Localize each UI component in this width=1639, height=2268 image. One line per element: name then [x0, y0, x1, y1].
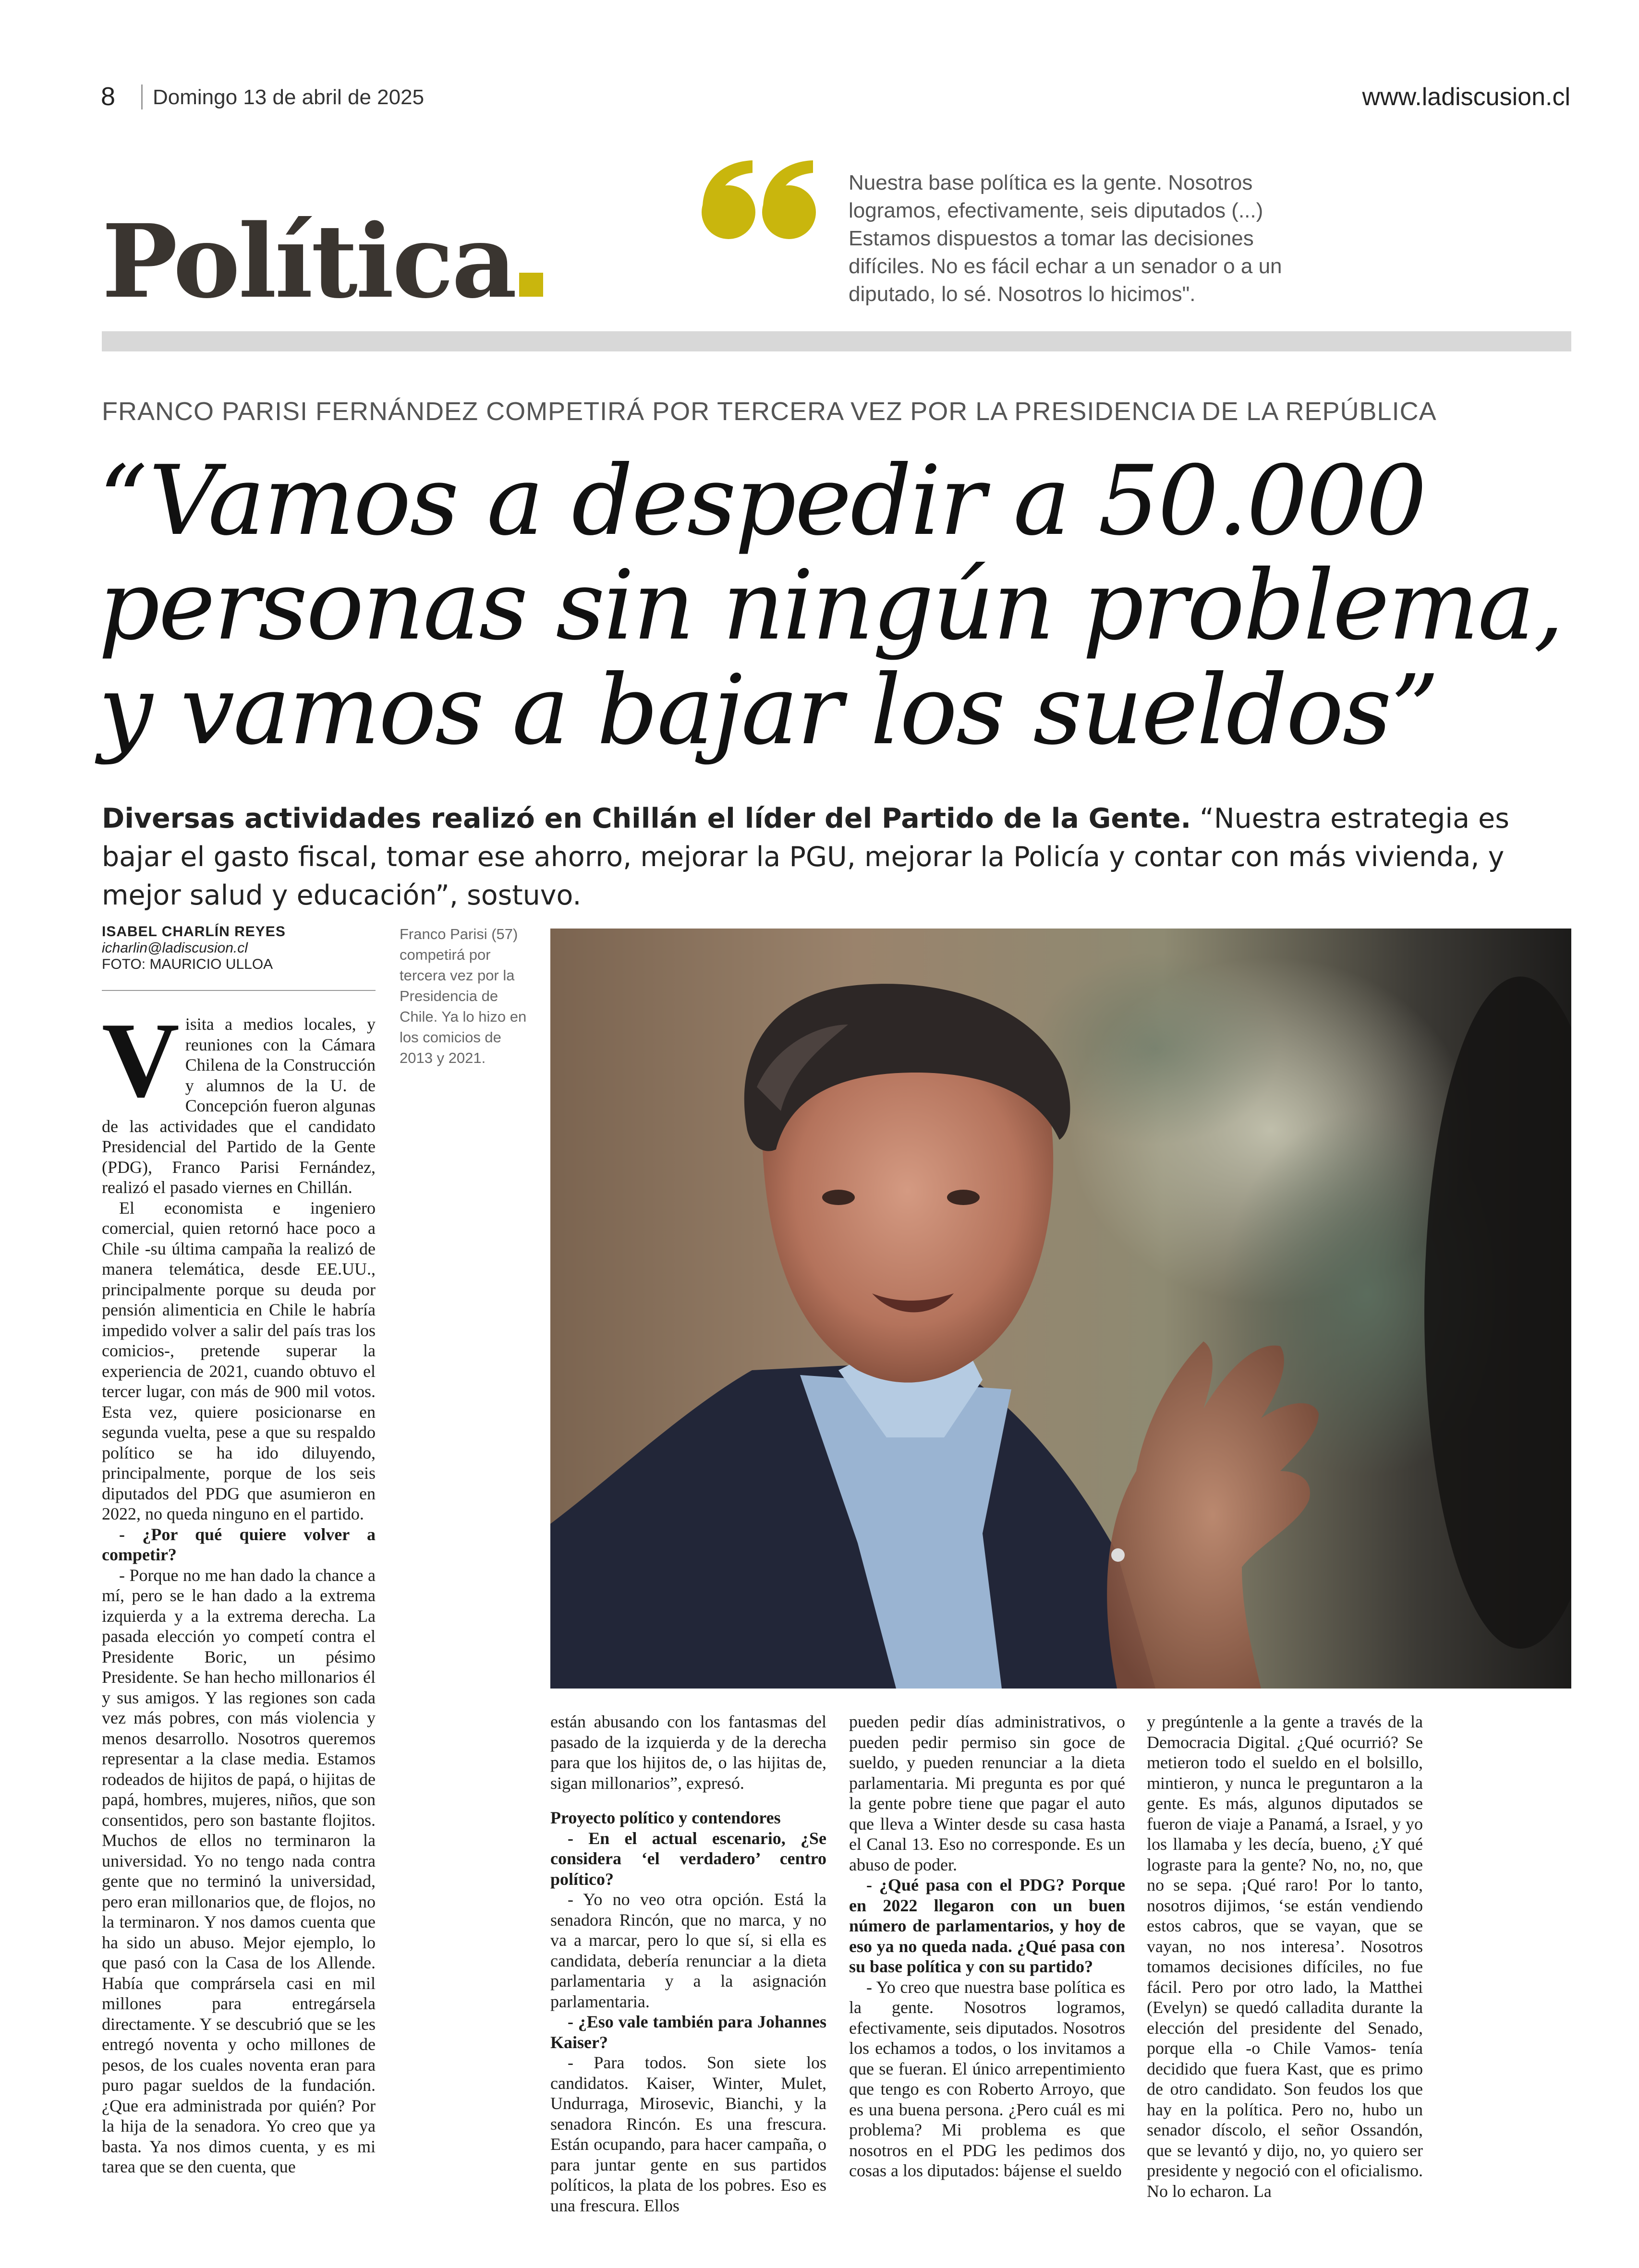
article-kicker: FRANCO PARISI FERNÁNDEZ COMPETIRÁ POR TERCERA VEZ POR LA PRESIDENCIA DE LA REPÚBLICA: [102, 397, 1437, 426]
deck-text: “Nuestra estrategia es bajar el gasto fiscal, tomar ese ahorro, mejorar la PGU, mejorar la Policía y contar con más vivienda, y mejor salud y educación”, sostuvo.: [102, 803, 1509, 911]
author-name: ISABEL CHARLÍN REYES: [102, 924, 286, 940]
byline: [102, 924, 376, 973]
interview-question: - ¿Qué pasa con el PDG? Porque en 2022 llegaron con un buen número de parlamentarios, y hoy de eso ya no queda nada. ¿Qué pasa con su base política y con su partido?: [849, 1875, 1125, 1976]
deck-lead: Diversas actividades realizó en Chillán el líder del Partido de la Gente.: [102, 803, 1191, 834]
headline-line-1: “Vamos a despedir a 50.000: [98, 445, 1426, 557]
header-divider: [141, 84, 143, 109]
page-number: 8: [101, 82, 116, 111]
paragraph: El economista e ingeniero comercial, quien retornó hace poco a Chile -su última campaña la realizó de manera telemática, desde EE.UU., principalmente porque su deuda por pensión alimenticia en Chile le habría impedido volver a salir del país tras los comicios-, pretende superar la experiencia de 2021, cuando obtuvo el tercer lugar, con más de 900 mil votos. Esta vez, quiere posicionarse en segunda vuelta, pese a que su respaldo político se ha ido diluyendo, principalmente, porque de los seis diputados del PDG que asumieron en 2022, no queda ninguno en el partido.: [102, 1198, 376, 1523]
paragraph: - Porque no me han dado la chance a mí, pero se le han dado a la extrema izquierda y a la extrema derecha. La pasada elección yo competí contra el Presidente Boric, un pésimo Presidente. Se han hecho millonarios él y sus amigos. Y las regiones son cada vez más pobres, con más violencia y menos desarrollo. Nosotros queremos representar a la clase media. Estamos rodeados de hijitos de papá, o hijitas de papá, hombres, mujeres, niños, que son consentidos, pero son bastante flojitos. Muchos de ellos no terminaron la universidad. Yo no tengo nada contra gente que no terminó la universidad, pero eran millonarios que, de flojos, no la terminaron. Y nos damos cuenta que ha sido un abuso. Mejor ejemplo, lo que pasó con la Casa de los Allende. Había que comprársela casi en mil millones para entregársela directamente. Y se descubrió que se les entregó noventa y ocho millones de pesos, de los cuales noventa eran para puro pagar sueldos de la fundación. ¿Que era administrada por quién? Por la hija de la senadora. Yo creo que ya basta. Ya nos dimos cuenta, y es mi tarea que se den cuenta, que: [102, 1565, 376, 2176]
article-photo: [550, 929, 1571, 1689]
headline-line-3: y vamos a bajar los sueldos”: [98, 654, 1438, 766]
paragraph: y pregúntenle a la gente a través de la Democracia Digital. ¿Qué ocurrió? Se metieron todo el sueldo en el bolsillo, mintieron, y nunca le preguntaron a la gente. Es más, algunos diputados se fueron de viaje a Panamá, a Israel, y yo los llamaba y les decía, bueno, ¿Y qué lograste para la gente? No, no, no, que no se sepa. ¡Qué raro! Por lo tanto, nosotros dijimos, ‘se están vendiendo estos cabros, que se vayan, que se vayan, no nos interesa’. Nosotros tomamos decisiones difíciles, no fue fácil. Pero por otro lado, la Matthei (Evelyn) se quedó calladita durante la elección del presidente del Senado, porque ella -o Chile Vamos- tenía decidido que fuera Kast, que es primo de otro candidato. Son feudos los que hay en la política. Pero no, hubo un senador díscolo, el señor Ossandón, que se levantó y dijo, no, yo quiero ser presidente y negoció con el oficialismo. No lo echaron. La: [1147, 1712, 1423, 2201]
section-title-text: Política: [102, 202, 515, 321]
drop-cap: V: [102, 1001, 180, 1120]
pull-quote: Nuestra base política es la gente. Nosotros logramos, efectivamente, seis diputados (...) Estamos dispuestos a tomar las decisiones difíciles. No es fácil echar a un senador o a un diputado, lo sé. Nosotros lo hicimos".: [849, 171, 1282, 306]
interview-question: - En el actual escenario, ¿Se considera ‘el verdadero’ centro político?: [550, 1828, 826, 1889]
paragraph: - Yo creo que nuestra base política es la gente. Nosotros logramos, efectivamente, seis diputados. Nosotros los echamos a todos, o los invitamos a que se fueran. El único arrepentimiento que tengo es con Roberto Arroyo, que es una buena persona. ¿Pero cuál es mi problema? Mi problema es que nosotros en el PDG les pedimos dos cosas a los diputados: bájense el sueldo: [849, 1977, 1125, 2180]
byline-rule: [102, 990, 376, 991]
paragraph: están abusando con los fantasmas del pasado de la izquierda y de la derecha para que los hijitos de, o las hijitas de, sigan millonarios”, expresó.: [550, 1712, 826, 1793]
paragraph: - Para todos. Son siete los candidatos. Kaiser, Winter, Mulet, Undurraga, Mirosevic, Bianchi, y la senadora Rincón. Es una frescura. Están ocupando, para hacer campaña, o para juntar gente en sus partidos políticos, la plata de los pobres. Eso es una frescura. Ellos: [550, 2053, 826, 2215]
section-dot: [519, 273, 543, 297]
headline-line-2: personas sin ningún problema,: [98, 550, 1563, 662]
interview-question: - ¿Por qué quiere volver a competir?: [102, 1524, 376, 1564]
author-email[interactable]: icharlin@ladiscusion.cl: [102, 940, 248, 956]
article-headline: [98, 445, 1597, 766]
article-column-1: [102, 1001, 376, 2177]
photo-caption: Franco Parisi (57) competirá por tercera vez por la Presidencia de Chile. Ya lo hizo en los comicios de 2013 y 2021.: [400, 926, 527, 1066]
interview-question: - ¿Eso vale también para Johannes Kaiser?: [550, 2012, 826, 2052]
issue-date: Domingo 13 de abril de 2025: [153, 85, 425, 109]
article-deck: [102, 799, 1581, 915]
photo-credit: FOTO: MAURICIO ULLOA: [102, 956, 273, 972]
quote-mark-icon: [699, 158, 819, 245]
paragraph: isita a medios locales, y reuniones con la Cámara Chilena de la Construcción y alumnos de la U. de Concepción fueron algunas de las actividades que el candidato Presidencial del Partido de la Gente (PDG), Franco Parisi Fernández, realizó el pasado viernes en Chillán.: [102, 1014, 376, 1197]
paragraph: - Yo no veo otra opción. Está la senadora Rincón, que no marca, y no va a marcar, pero lo que sí, si ella es candidata, debería renunciar a la dieta parlamentaria y a la asignación parlamentaria.: [550, 1890, 826, 2011]
article-column-4: [1147, 1712, 1423, 2201]
section-rule: [102, 331, 1571, 351]
paragraph: pueden pedir días administrativos, o pueden pedir permiso sin goce de sueldo, y pueden renunciar a la dieta parlamentaria. Mi pregunta es por qué la gente pobre tiene que pagar el auto que lleva a Winter desde su casa hasta el Canal 13. Eso no corresponde. Es un abuso de poder.: [849, 1712, 1125, 1874]
article-column-3: [849, 1712, 1125, 2181]
article-subheading: Proyecto político y contendores: [550, 1808, 781, 1827]
website-link[interactable]: www.ladiscusion.cl: [1362, 83, 1570, 111]
section-title: [102, 202, 543, 321]
article-column-2: [550, 1712, 826, 2216]
